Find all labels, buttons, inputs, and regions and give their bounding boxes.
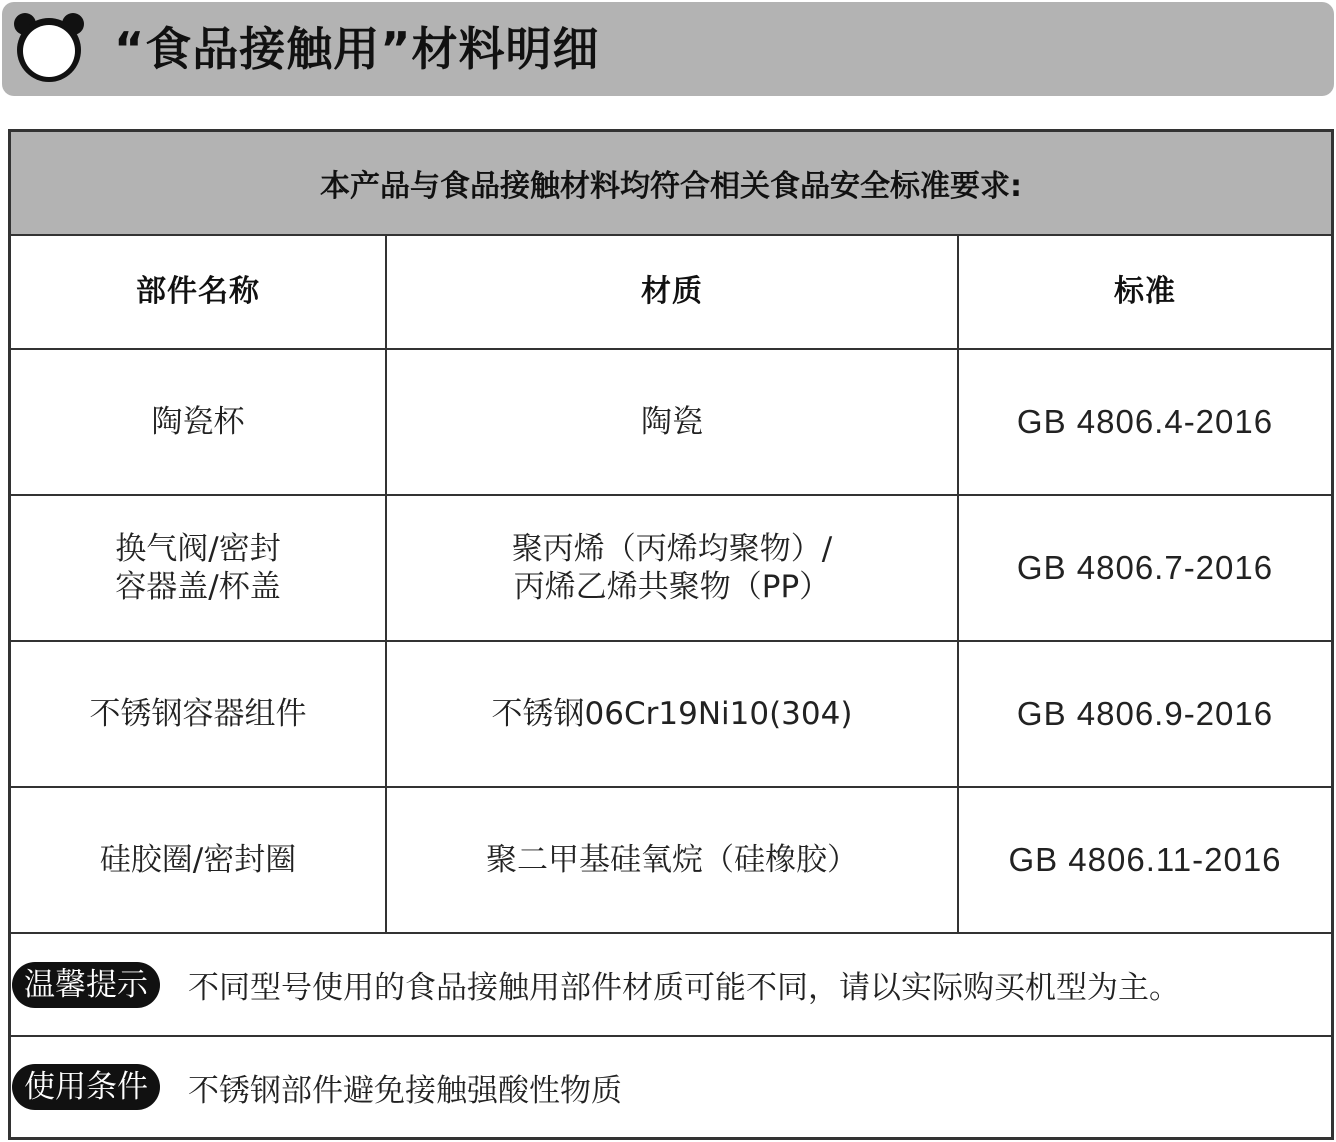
usage-condition-note [11, 1037, 1331, 1137]
part-name-line: 不锈钢容器组件 [89, 696, 307, 732]
part-name-line: 陶瓷杯 [151, 404, 245, 440]
tip-badge: 温馨提示 [12, 962, 160, 1008]
bear-head-icon [12, 10, 86, 84]
part-name-cell [11, 350, 387, 494]
part-name-cell [11, 496, 387, 640]
tip-text: 不同型号使用的食品接触用部件材质可能不同，请以实际购买机型为主。 [188, 970, 1180, 1006]
material-cell [387, 350, 959, 494]
part-name-line: 硅胶圈/密封圈 [99, 842, 297, 878]
material-cell [387, 496, 959, 640]
material-cell [387, 788, 959, 932]
material-line: 聚二甲基硅氧烷（硅橡胶） [486, 842, 858, 878]
table-row [11, 350, 1331, 496]
tip-note [11, 934, 1331, 1037]
standard-cell: GB 4806.7-2016 [1016, 549, 1274, 586]
material-line: 不锈钢06Cr19Ni10(304) [491, 696, 853, 732]
material-line: 丙烯乙烯共聚物（PP） [513, 569, 831, 605]
usage-condition-text: 不锈钢部件避免接触强酸性物质 [188, 1072, 622, 1109]
column-header-part: 部件名称 [11, 236, 387, 348]
header-banner [2, 2, 1334, 96]
materials-table [8, 129, 1334, 1140]
column-header-material: 材质 [387, 236, 959, 348]
page-title: “食品接触用”材料明细 [114, 22, 600, 76]
table-row [11, 642, 1331, 788]
table-grid [11, 236, 1331, 934]
standard-cell: GB 4806.11-2016 [1008, 841, 1282, 878]
standard-cell: GB 4806.4-2016 [1016, 403, 1274, 440]
part-name-line: 换气阀/密封 [115, 531, 281, 567]
table-intro: 本产品与食品接触材料均符合相关食品安全标准要求: [11, 132, 1331, 236]
part-name-line: 容器盖/杯盖 [115, 569, 281, 605]
column-header-standard: 标准 [1114, 274, 1176, 309]
usage-condition-badge: 使用条件 [12, 1064, 160, 1110]
material-line: 陶瓷 [641, 404, 703, 440]
part-name-cell [11, 788, 387, 932]
material-cell [387, 642, 959, 786]
table-row [11, 496, 1331, 642]
part-name-cell [11, 642, 387, 786]
table-row [11, 788, 1331, 934]
table-header-row [11, 236, 1331, 350]
standard-cell: GB 4806.9-2016 [1016, 695, 1274, 732]
material-line: 聚丙烯（丙烯均聚物）/ [511, 531, 833, 567]
